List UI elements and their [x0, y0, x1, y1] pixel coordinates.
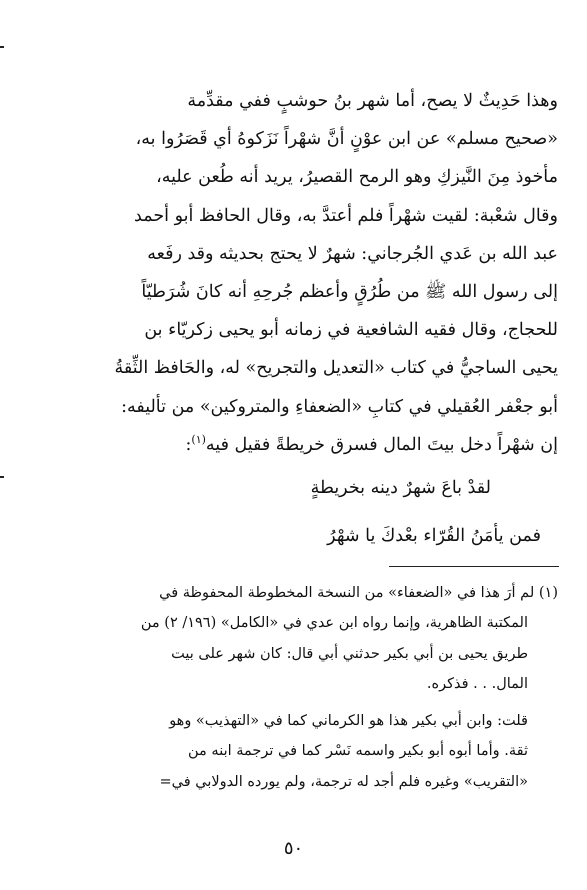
text-line: أبو جعْفر العُقيلي في كتابِ «الضعفاءِ والمتروكين» من تأليفه: [121, 396, 558, 417]
footnote-line: المكتبة الظاهرية، وإنما رواه ابن عدي في «الكامل» (١٩٦/ ٢) من [140, 615, 528, 632]
text-line: وهذا حَدِيثٌ لا يصح، أما شهر بنُ حوشبٍ ففي مقدِّمة [187, 91, 558, 111]
text-line: يحيى الساجيُّ في كتاب «التعديل والتجريح» له، والحَافظ الثِّقةُ [114, 358, 558, 379]
text-line: عبد الله بن عَدي الجُرجاني: شهرٌ لا يحتج بحديثه وقد رفَعه [147, 243, 558, 264]
poem-verse: فمن يأمَنُ القُرّاء بعْدكَ يا شهْرُ [327, 526, 541, 546]
text-line: مأخوذ مِنَ النَّيزكِ وهو الرمح القصيرُ، يريد أنه طُعن عليه، [156, 167, 558, 188]
text-line-content: إن شهْراً دخل بيتَ المال فسرق خريطةً فقيل فيه [205, 434, 558, 455]
text-line: للحجاج، وقال فقيه الشافعية في زمانه أبو يحيى زكريّاء بن [144, 320, 558, 341]
margin-mark [0, 476, 4, 478]
page-number: ٥٠ [283, 838, 304, 859]
text-line: إلى رسول الله ﷺ من طُرُقٍ وأعظم جُرحِهِ أنه كانَ شُرَطيّاً [141, 281, 558, 302]
footnote-line: المال. . . فذكره. [426, 675, 528, 692]
colon: : [185, 434, 192, 455]
main-text [30, 82, 558, 464]
footnote-line: (١) لم أرَ هذا في «الضعفاء» من النسخة المخطوطة المحفوظة في [159, 585, 558, 601]
footnote-line: قلت: وابن أبي بكير هذا هو الكرماني كما في «التهذيب» وهو [169, 713, 528, 730]
text-line: «صحيح مسلم» عن ابن عوْنٍ أنَّ شهْراً نَزَكوهُ أي قَصَرُوا به، [135, 129, 558, 150]
poem-verse: لقدْ باعَ شهرٌ دينه بخريطةٍ [310, 478, 491, 498]
text-line: وقال شعْبة: لقيت شهْراً فلم أعتدَّ به، وقال الحافظ أبو أحمد [134, 205, 558, 226]
footnote-line: ثقة. وأما أبوه أبو بكير واسمه نَسْر كما في ترجمة ابنه من [188, 743, 528, 760]
footnotes [28, 578, 558, 797]
footnote-separator [389, 566, 559, 567]
text-line-last [30, 426, 558, 464]
footnote-line: «التقريب» وغيره فلم أجد له ترجمة، ولم يورده الدولابي في= [159, 773, 528, 790]
margin-mark [0, 46, 4, 48]
footnote-line: طريق يحيى بن أبي بكير حدثني أبي قال: كان شهر على بيت [171, 645, 528, 662]
footnote-reference: (١) [191, 432, 206, 446]
